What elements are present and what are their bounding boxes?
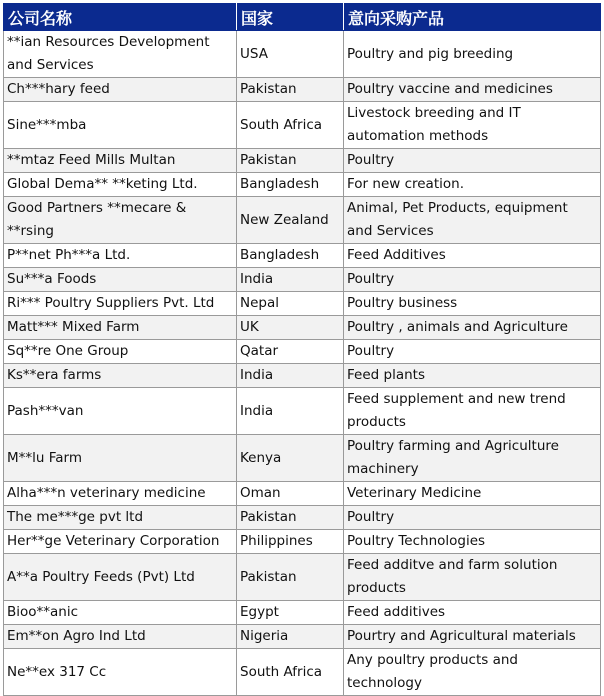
product-cell: Feed Additives <box>344 244 601 268</box>
product-cell: Poultry <box>344 506 601 530</box>
country-cell: Qatar <box>237 340 344 364</box>
table-row <box>4 388 601 435</box>
company-cell: Sq**re One Group <box>4 340 237 364</box>
table-row <box>4 173 601 197</box>
table-row <box>4 530 601 554</box>
country-cell: USA <box>237 31 344 78</box>
table-row <box>4 554 601 601</box>
company-cell: Ne**ex 317 Cc <box>4 649 237 696</box>
country-cell: Oman <box>237 482 344 506</box>
company-cell: Sine***mba <box>4 102 237 149</box>
country-cell: India <box>237 268 344 292</box>
company-cell: Su***a Foods <box>4 268 237 292</box>
company-cell: **mtaz Feed Mills Multan <box>4 149 237 173</box>
product-cell: Veterinary Medicine <box>344 482 601 506</box>
company-cell: Her**ge Veterinary Corporation <box>4 530 237 554</box>
company-cell: Em**on Agro Ind Ltd <box>4 625 237 649</box>
country-cell: Nepal <box>237 292 344 316</box>
table-row <box>4 482 601 506</box>
table-row <box>4 244 601 268</box>
country-cell: Nigeria <box>237 625 344 649</box>
buyer-table-container <box>3 3 600 696</box>
product-cell: Poultry <box>344 268 601 292</box>
country-cell: Pakistan <box>237 506 344 530</box>
table-row <box>4 649 601 696</box>
table-row <box>4 340 601 364</box>
product-cell: Feed supplement and new trend products <box>344 388 601 435</box>
country-cell: India <box>237 364 344 388</box>
country-cell: Pakistan <box>237 149 344 173</box>
product-cell: Livestock breeding and IT automation methods <box>344 102 601 149</box>
product-cell: Feed additve and farm solution products <box>344 554 601 601</box>
product-cell: Poultry farming and Agriculture machinery <box>344 435 601 482</box>
table-row <box>4 601 601 625</box>
product-cell: Poultry and pig breeding <box>344 31 601 78</box>
country-cell: New Zealand <box>237 197 344 244</box>
table-row <box>4 197 601 244</box>
company-cell: P**net Ph***a Ltd. <box>4 244 237 268</box>
product-cell: Feed plants <box>344 364 601 388</box>
company-cell: Bioo**anic <box>4 601 237 625</box>
product-cell: Poultry business <box>344 292 601 316</box>
company-cell: Good Partners **mecare & **rsing <box>4 197 237 244</box>
table-row <box>4 149 601 173</box>
country-cell: South Africa <box>237 102 344 149</box>
product-cell: Feed additives <box>344 601 601 625</box>
company-cell: Ks**era farms <box>4 364 237 388</box>
header-product: 意向采购产品 <box>344 4 601 31</box>
country-cell: Bangladesh <box>237 244 344 268</box>
product-cell: Pourtry and Agricultural materials <box>344 625 601 649</box>
company-cell: Matt*** Mixed Farm <box>4 316 237 340</box>
country-cell: India <box>237 388 344 435</box>
country-cell: Pakistan <box>237 554 344 601</box>
product-cell: Any poultry products and technology <box>344 649 601 696</box>
table-row <box>4 78 601 102</box>
table-row <box>4 102 601 149</box>
table-row <box>4 506 601 530</box>
product-cell: Poultry , animals and Agriculture <box>344 316 601 340</box>
table-row <box>4 31 601 78</box>
country-cell: Kenya <box>237 435 344 482</box>
table-row <box>4 364 601 388</box>
company-cell: Ch***hary feed <box>4 78 237 102</box>
product-cell: Poultry vaccine and medicines <box>344 78 601 102</box>
product-cell: Poultry Technologies <box>344 530 601 554</box>
company-cell: **ian Resources Development and Services <box>4 31 237 78</box>
table-header-row <box>4 4 601 31</box>
table-row <box>4 292 601 316</box>
product-cell: Poultry <box>344 340 601 364</box>
product-cell: Poultry <box>344 149 601 173</box>
table-row <box>4 625 601 649</box>
table-row <box>4 435 601 482</box>
country-cell: UK <box>237 316 344 340</box>
country-cell: South Africa <box>237 649 344 696</box>
company-cell: Alha***n veterinary medicine <box>4 482 237 506</box>
company-cell: The me***ge pvt ltd <box>4 506 237 530</box>
header-country: 国家 <box>237 4 344 31</box>
table-row <box>4 316 601 340</box>
company-cell: Pash***van <box>4 388 237 435</box>
country-cell: Philippines <box>237 530 344 554</box>
buyer-table <box>3 3 601 696</box>
company-cell: A**a Poultry Feeds (Pvt) Ltd <box>4 554 237 601</box>
country-cell: Egypt <box>237 601 344 625</box>
company-cell: Ri*** Poultry Suppliers Pvt. Ltd <box>4 292 237 316</box>
product-cell: For new creation. <box>344 173 601 197</box>
company-cell: M**lu Farm <box>4 435 237 482</box>
header-company: 公司名称 <box>4 4 237 31</box>
country-cell: Bangladesh <box>237 173 344 197</box>
company-cell: Global Dema** **keting Ltd. <box>4 173 237 197</box>
table-row <box>4 268 601 292</box>
country-cell: Pakistan <box>237 78 344 102</box>
product-cell: Animal, Pet Products, equipment and Services <box>344 197 601 244</box>
